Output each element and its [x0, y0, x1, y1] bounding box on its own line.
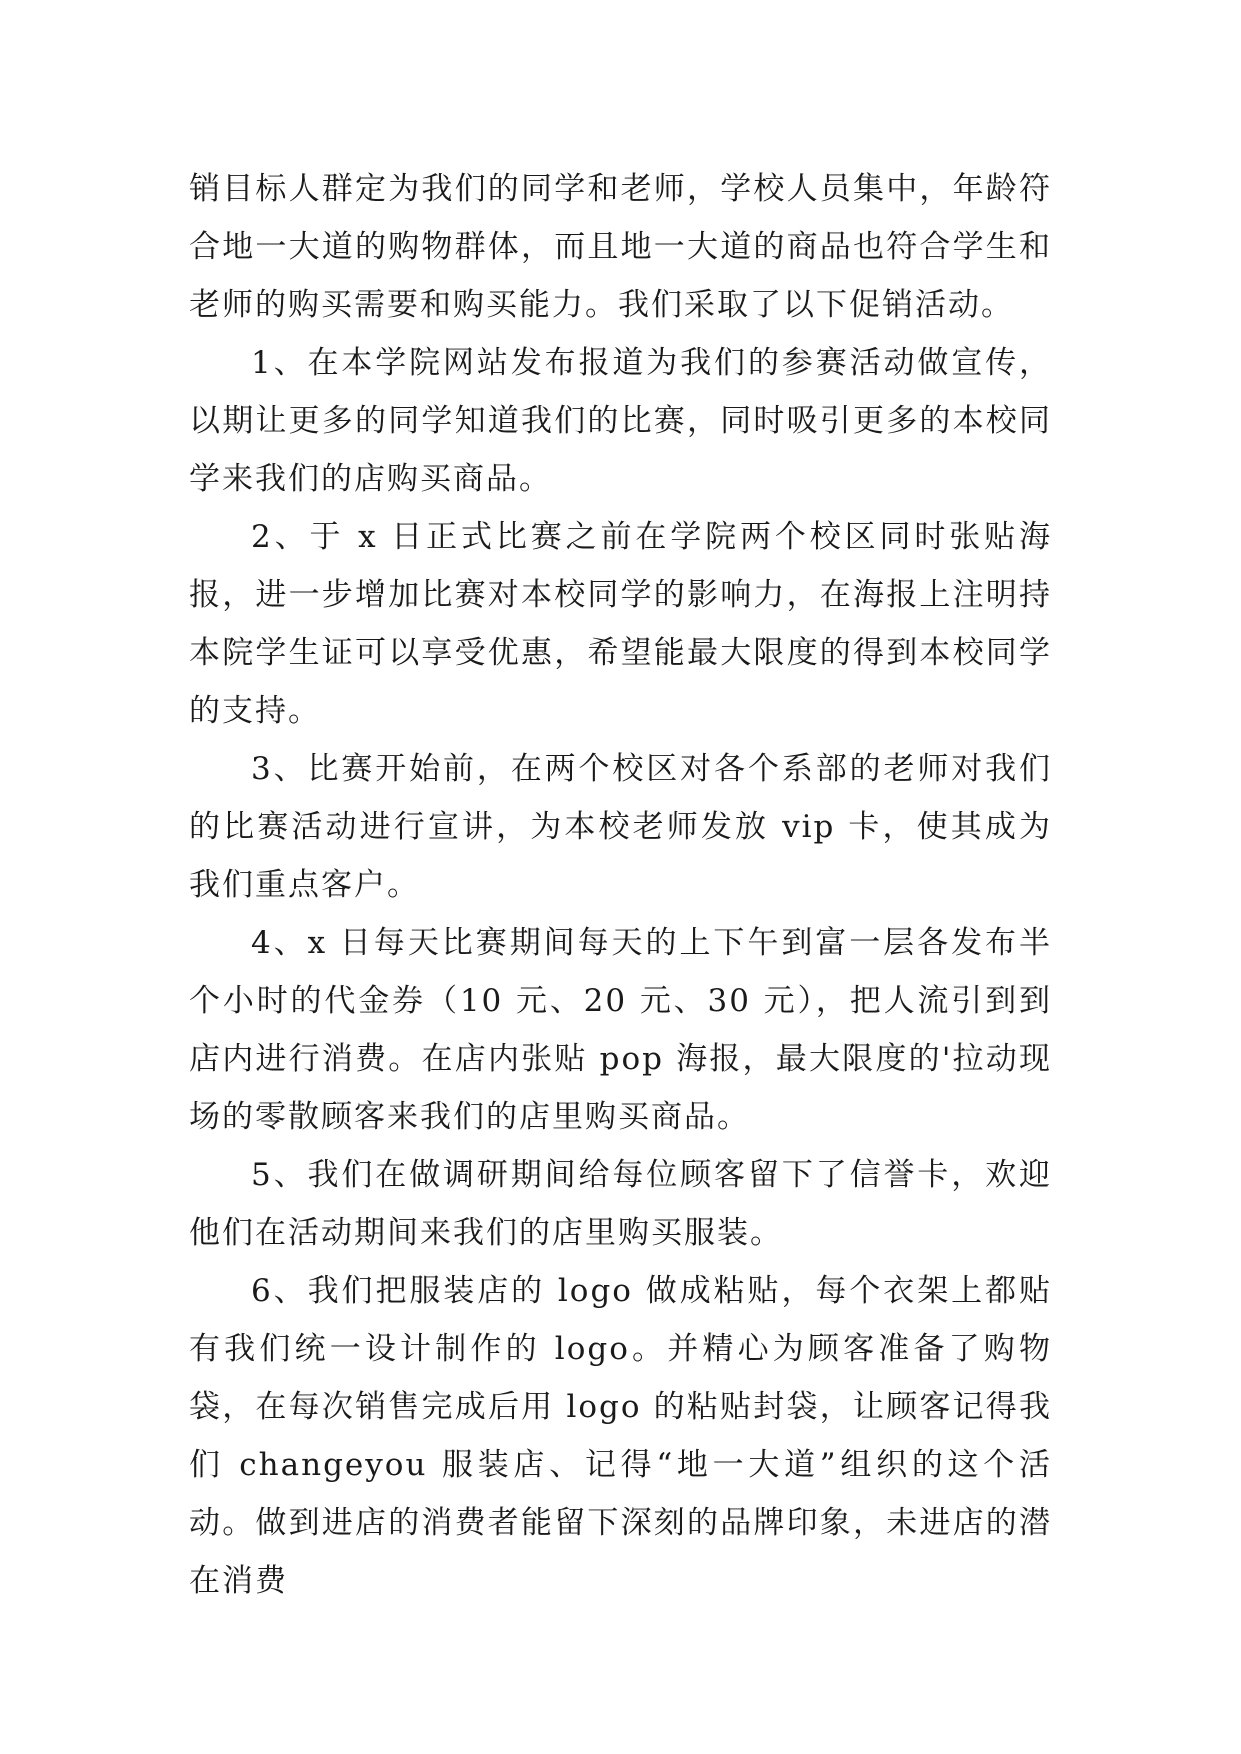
- paragraph-item-1: 1、在本学院网站发布报道为我们的参赛活动做宣传，以期让更多的同学知道我们的比赛，同时吸引更多的本校同学来我们的店购买商品。: [189, 345, 1052, 497]
- paragraph-item-4: 4、x 日每天比赛期间每天的上下午到富一层各发布半个小时的代金券（10 元、20 元、30 元），把人流引到到店内进行消费。在店内张贴 pop 海报，最大限度的'拉动现场的零散顾客来我们的店里购买商品。: [189, 925, 1052, 1135]
- document-body: [189, 160, 1052, 1610]
- paragraph-intro: 销目标人群定为我们的同学和老师，学校人员集中，年龄符合地一大道的购物群体，而且地一大道的商品也符合学生和老师的购买需要和购买能力。我们采取了以下促销活动。: [189, 171, 1052, 323]
- paragraph-item-2: 2、于 x 日正式比赛之前在学院两个校区同时张贴海报，进一步增加比赛对本校同学的影响力，在海报上注明持本院学生证可以享受优惠，希望能最大限度的得到本校同学的支持。: [189, 519, 1052, 729]
- paragraph-item-3: 3、比赛开始前，在两个校区对各个系部的老师对我们的比赛活动进行宣讲，为本校老师发放 vip 卡，使其成为我们重点客户。: [189, 751, 1052, 903]
- paragraph-item-5: 5、我们在做调研期间给每位顾客留下了信誉卡，欢迎他们在活动期间来我们的店里购买服装。: [189, 1157, 1052, 1251]
- paragraph-item-6: 6、我们把服装店的 logo 做成粘贴，每个衣架上都贴有我们统一设计制作的 logo。并精心为顾客准备了购物袋，在每次销售完成后用 logo 的粘贴封袋，让顾客记得我们 changeyou 服装店、记得“地一大道”组织的这个活动。做到进店的消费者能留下深刻的品牌印象，未进店的潜在消费: [189, 1273, 1052, 1599]
